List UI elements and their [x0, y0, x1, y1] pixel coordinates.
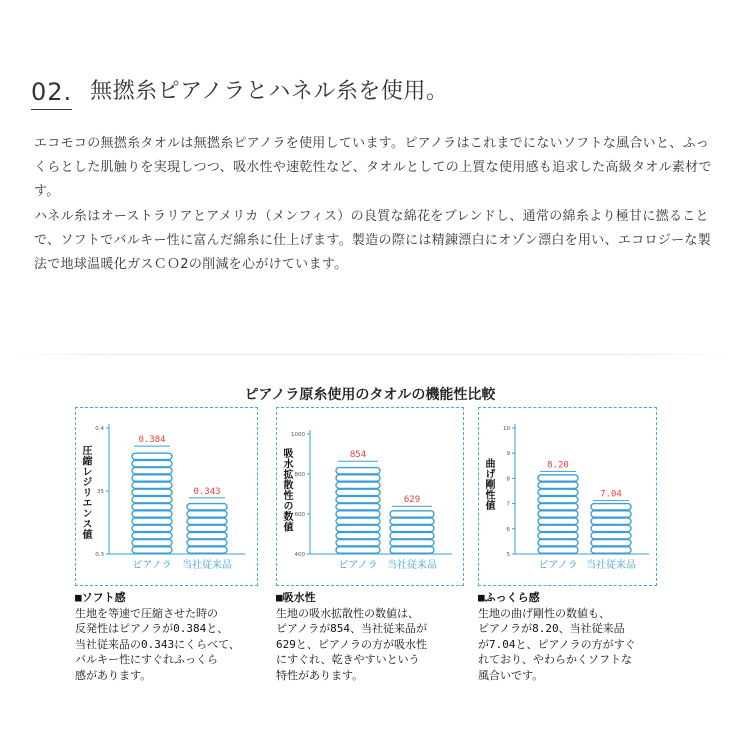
bar-coil — [132, 547, 172, 553]
bar-coil — [336, 496, 380, 502]
bar-coil — [591, 547, 631, 553]
bar-coil — [132, 518, 172, 524]
absorbency-ylabel: 吸水拡散性の数値 — [281, 448, 292, 532]
bar-coil — [132, 532, 172, 538]
description-line: 特性があります。 — [276, 668, 364, 682]
description-line: ピアノラが8.20、当社従来品 — [478, 622, 625, 636]
bar — [336, 468, 380, 554]
description-line: 反発性はピアノラが0.384と、 — [75, 622, 229, 636]
bar-coil — [390, 540, 434, 546]
paragraph-hanel: ハネル糸はオーストラリアとアメリカ（メンフィス）の良質な綿花をブレンドし、通常の綿糸より極甘に撚ることで、ソフトでバルキー性に富んだ綿糸に仕上げます。製造の際には精錬漂白にオゾン漂白を用い、エコロジーな製法で地球温暖化ガスＣＯ2の削減を心がけています。 — [34, 208, 712, 273]
bar-coil — [336, 482, 380, 488]
softness-chart — [76, 408, 259, 587]
y-tick-label: 0.4 — [95, 426, 104, 432]
bar-coil — [390, 518, 434, 524]
bar — [591, 504, 631, 554]
description-line: 生地の曲げ剛性の数値も、 — [478, 606, 610, 620]
chart-panel-softness — [75, 407, 258, 586]
description-line: 生地を等速で圧縮させた時の — [75, 606, 218, 620]
bar — [187, 504, 227, 554]
category-label: ピアノラ — [132, 560, 172, 571]
bar-coil — [390, 525, 434, 531]
bar-coil — [132, 468, 172, 474]
bar-coil — [132, 482, 172, 488]
bar-coil — [336, 525, 380, 531]
bar-coil — [591, 540, 631, 546]
bar-coil — [538, 504, 578, 510]
softness-ylabel: 圧縮レジリエンス値 — [80, 445, 91, 540]
y-tick-label: 35 — [97, 489, 104, 495]
description-line: が7.04と、ピアノラの方がすぐ — [478, 637, 636, 651]
bar-coil — [336, 475, 380, 481]
bar-coil — [591, 532, 631, 538]
bar-coil — [187, 511, 227, 517]
bar-coil — [187, 532, 227, 538]
bar-coil — [538, 547, 578, 553]
bar-coil — [538, 496, 578, 502]
category-label: ピアノラ — [538, 560, 578, 571]
bar-coil — [336, 540, 380, 546]
description-heading: ■ソフト感 — [75, 591, 126, 604]
bar — [390, 511, 434, 553]
description-line: 629と、ピアノラの方が吸水性 — [276, 637, 427, 651]
y-tick-label: 600 — [294, 512, 305, 518]
divider — [0, 354, 740, 355]
bar-coil — [132, 504, 172, 510]
bar-coil — [187, 540, 227, 546]
bar-coil — [132, 475, 172, 481]
absorbency-chart — [277, 408, 465, 587]
bar-coil — [132, 525, 172, 531]
bar-coil — [336, 547, 380, 553]
bar-coil — [538, 518, 578, 524]
description-absorbency — [276, 590, 471, 684]
section-title: 無撚糸ピアノラとハネル糸を使用。 — [90, 79, 449, 104]
y-tick-label: 5 — [506, 552, 510, 558]
bar-coil — [132, 496, 172, 502]
description-heading: ■ふっくら感 — [478, 591, 540, 604]
bar-coil — [538, 511, 578, 517]
bar-coil — [132, 453, 172, 459]
category-label: 当社従来品 — [182, 560, 232, 571]
value-label: 854 — [349, 450, 367, 461]
y-tick-label: 400 — [294, 552, 305, 558]
bar-coil — [390, 532, 434, 538]
bar-coil — [132, 489, 172, 495]
bar-coil — [591, 518, 631, 524]
y-tick-label: 6 — [506, 526, 510, 533]
description-line: れており、やわらかくソフトな — [478, 653, 632, 667]
bar — [132, 453, 172, 553]
value-label: 7.04 — [600, 489, 622, 500]
bar-coil — [336, 504, 380, 510]
bar-coil — [591, 504, 631, 510]
description-line: にすぐれ、乾きやすいという — [276, 653, 420, 667]
bar-coil — [132, 540, 172, 546]
description-line: ピアノラが854、当社従来品が — [276, 622, 427, 636]
category-label: 当社従来品 — [387, 560, 437, 571]
description-line: 生地の吸水拡散性の数値は、 — [276, 606, 419, 620]
paragraph-piano: エコモコの無撚糸タオルは無撚糸ピアノラを使用しています。ピアノラはこれまでにないソフトな風合いと、ふっくらとした肌触りを実現しつつ、吸水性や速乾性など、タオルとしての上質な使用感も追求した高級タオル素材です。 — [34, 136, 712, 200]
y-tick-label: 0.3 — [95, 552, 104, 558]
bar-coil — [336, 511, 380, 517]
category-label: 当社従来品 — [586, 560, 636, 571]
y-tick-label: 8 — [506, 476, 510, 483]
bar-coil — [390, 547, 434, 553]
bar-coil — [187, 547, 227, 553]
description-fluffiness — [478, 590, 668, 684]
fluffiness-ylabel: 曲げ剛性値 — [483, 458, 494, 511]
y-tick-label: 10 — [503, 426, 510, 432]
bar-coil — [336, 532, 380, 538]
bar-coil — [538, 525, 578, 531]
description-line: バルキー性にすぐれふっくら — [75, 653, 218, 667]
bar-coil — [538, 489, 578, 495]
bar-coil — [591, 525, 631, 531]
bar-coil — [538, 482, 578, 488]
bar-coil — [591, 511, 631, 517]
bar-coil — [336, 518, 380, 524]
bar-coil — [538, 475, 578, 481]
bar-coil — [390, 511, 434, 517]
body-text — [34, 132, 718, 277]
description-line: 当社従来品の0.343にくらべて、 — [75, 637, 240, 651]
bar-coil — [187, 504, 227, 510]
bar-coil — [336, 489, 380, 495]
comparison-title: ピアノラ原糸使用のタオルの機能性比較 — [244, 386, 496, 402]
value-label: 0.343 — [193, 486, 221, 497]
description-line: 感があります。 — [75, 668, 152, 682]
y-tick-label: 9 — [506, 451, 510, 458]
fluffiness-chart — [479, 408, 658, 587]
category-label: ピアノラ — [338, 560, 378, 571]
value-label: 629 — [403, 495, 421, 506]
y-tick-label: 7 — [506, 501, 510, 508]
description-softness — [75, 590, 265, 684]
bar-coil — [538, 532, 578, 538]
value-label: 8.20 — [547, 460, 569, 471]
y-tick-label: 800 — [294, 472, 305, 478]
bar-coil — [132, 511, 172, 517]
chart-panel-fluffiness — [478, 407, 657, 586]
bar-coil — [336, 468, 380, 474]
bar-coil — [538, 540, 578, 546]
bar-coil — [187, 518, 227, 524]
y-tick-label: 1000 — [291, 432, 305, 438]
value-label: 0.384 — [138, 435, 166, 446]
description-heading: ■吸水性 — [276, 591, 316, 604]
bar — [538, 475, 578, 553]
section-number: 02. — [31, 79, 72, 110]
chart-panel-absorbency — [276, 407, 464, 586]
bar-coil — [132, 460, 172, 466]
section-heading — [31, 70, 448, 110]
bar-coil — [187, 525, 227, 531]
description-line: 風合いです。 — [478, 668, 544, 682]
